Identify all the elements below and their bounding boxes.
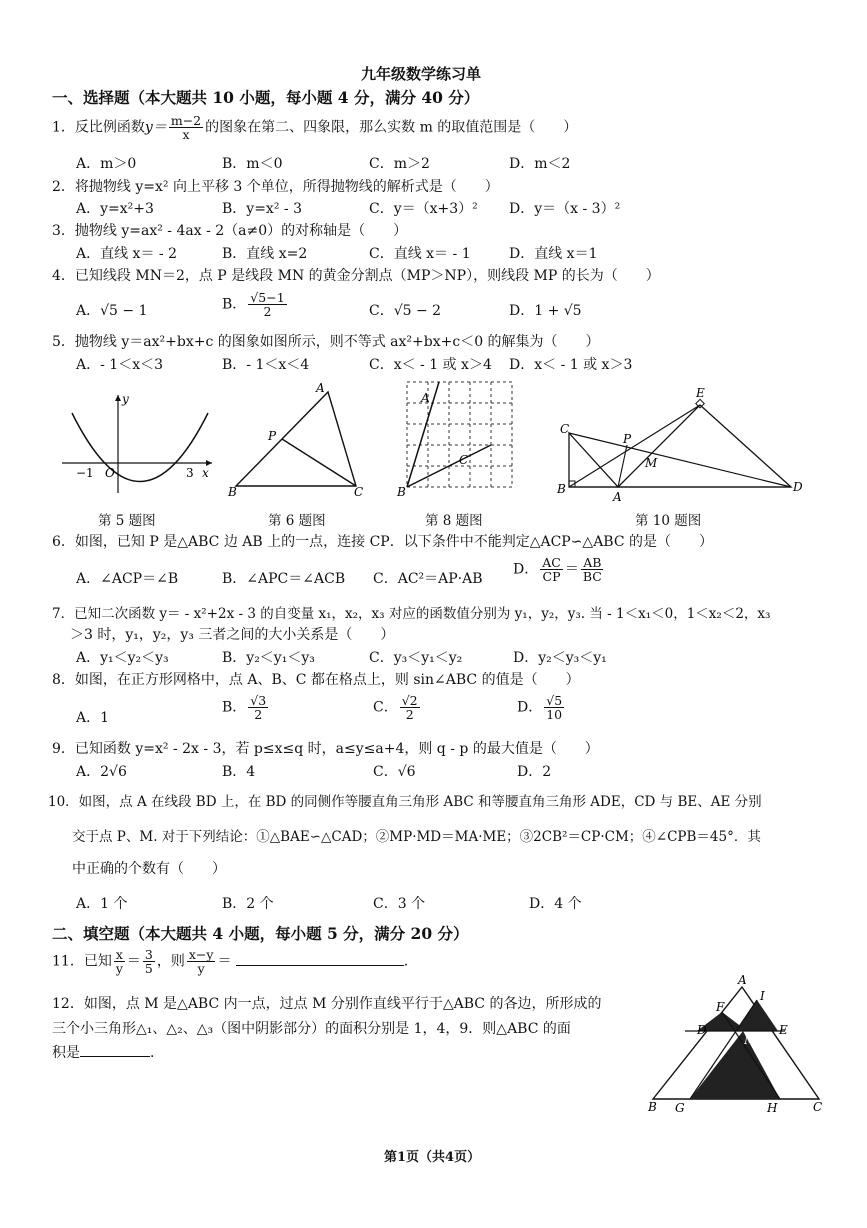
q11-eq: ＝ (126, 953, 141, 970)
q6-d-eq: ＝ (564, 561, 579, 578)
fig12-label-m: M (744, 1033, 757, 1047)
q10-option-c: C．3 个 (373, 896, 426, 912)
q5-option-d: D．x＜ - 1 或 x＞3 (509, 357, 633, 373)
fig10-label-p: P (623, 432, 632, 446)
q6-d-d1: CP (542, 569, 561, 585)
fig10-label-e: E (696, 386, 705, 400)
q8-option-d (517, 694, 566, 721)
question-5: 5．抛物线 y＝ax²+bx+c 的图象如图所示，则不等式 ax²+bx+c＜0 的解集为（ ） (52, 334, 600, 350)
page-footer: 第1页（共4页） (384, 1150, 481, 1165)
q11-frac-xy (114, 948, 125, 975)
fig12-label-i: I (760, 989, 765, 1003)
question-1 (52, 114, 577, 141)
q8-d-num: √5 (546, 693, 563, 708)
q8-option-c (373, 694, 422, 721)
q8-b-num: √3 (250, 693, 267, 708)
q4-option-b-fraction (248, 291, 286, 318)
q11-frac-target (187, 948, 216, 975)
q12-answer-blank[interactable] (80, 1056, 150, 1057)
q6-d-n2: AB (583, 555, 602, 570)
caption-fig5: 第 5 题图 (98, 513, 156, 529)
q1-prefix: 1．反比例函数 (52, 119, 145, 136)
caption-fig10: 第 10 题图 (635, 513, 702, 529)
fig6-label-a: A (316, 381, 325, 395)
q12-prefix: 积是 (52, 1045, 80, 1061)
fig10-label-c: C (560, 422, 570, 436)
fig5-y-arrow (115, 395, 121, 401)
q3-option-b: B．直线 x=2 (222, 246, 308, 262)
q6-d-d2: BC (582, 569, 602, 585)
question-12-line2: 三个小三角形△₁、△₂、△₃（图中阴影部分）的面积分别是 1，4，9．则△ABC 的面 (52, 1021, 571, 1037)
question-10-line3: 中正确的个数有（ ） (72, 861, 226, 877)
q11-mid: ，则 (156, 953, 185, 970)
question-12-line1: 12．如图，点 M 是△ABC 内一点，过点 M 分别作直线平行于△ABC 的各边，所形成的 (52, 996, 602, 1012)
q12-suffix: ． (150, 1045, 164, 1061)
q6-option-d (513, 556, 606, 583)
q11-d3: y (197, 961, 205, 977)
question-3: 3．抛物线 y=ax² - 4ax - 2（a≠0）的对称轴是（ ） (52, 223, 408, 239)
q4-option-a: A．√5 − 1 (76, 303, 148, 319)
q4-option-d: D．1 + √5 (509, 303, 582, 319)
q2-option-c: C．y＝（x+3）² (369, 201, 478, 217)
q4-b-num: √5−1 (250, 290, 285, 305)
fig10-segment-be (569, 405, 700, 487)
q10-option-b: B．2 个 (222, 896, 274, 912)
q4-option-b-label: B． (222, 296, 247, 313)
q8-d-fraction (544, 694, 564, 721)
figure-12-triangle (645, 975, 830, 1117)
fig10-segment-ap (618, 445, 627, 487)
q10-option-a: A．1 个 (76, 896, 128, 912)
q5-option-a: A．- 1＜x＜3 (76, 357, 164, 373)
q3-option-d: D．直线 x＝1 (509, 246, 598, 262)
q8-option-a: A．1 (76, 710, 110, 726)
q1-option-d: D．m＜2 (509, 156, 571, 172)
question-7-line2: ＞3 时，y₁，y₂，y₃ 三者之间的大小关系是（ ） (70, 627, 395, 643)
q7-option-d: D．y₂＜y₃＜y₁ (513, 650, 607, 666)
section-heading-choice: 一、选择题（本大题共 10 小题，每小题 4 分，满分 40 分） (52, 88, 480, 107)
fig10-label-a: A (613, 490, 622, 504)
q11-prefix: 11．已知 (52, 953, 112, 970)
q1-frac-num: m−2 (170, 113, 202, 128)
q3-option-c: C．直线 x＝ - 1 (369, 246, 471, 262)
fig5-label-x: x (202, 466, 209, 480)
fig12-label-a: A (738, 973, 747, 987)
q8-c-num: √2 (401, 693, 418, 708)
q1-option-b: B．m＜0 (222, 156, 283, 172)
question-11 (52, 948, 418, 975)
fig10-triangle-ade (618, 405, 791, 487)
q5-option-c: C．x＜ - 1 或 x＞4 (369, 357, 492, 373)
q11-n2: 3 (144, 947, 153, 962)
q8-d-den: 10 (546, 707, 563, 723)
q7-option-c: C．y₃＜y₁＜y₂ (369, 650, 463, 666)
q1-fraction (169, 114, 203, 141)
fig8-label-a: A (421, 391, 430, 405)
question-7-line1: 7．已知二次函数 y＝ - x²+2x - 3 的自变量 x₁，x₂，x₃ 对应的函数值分别为 y₁，y₂，y₃. 当 - 1＜x₁＜0，1＜x₂＜2，x₃ (52, 606, 771, 622)
page-title: 九年级数学练习单 (361, 65, 482, 83)
q9-option-b: B．4 (222, 764, 256, 780)
q8-b-den: 2 (254, 707, 263, 723)
q11-n3: x−y (188, 947, 214, 962)
q1-option-c: C．m＞2 (369, 156, 430, 172)
fig12-shaded-triangle-2 (736, 1000, 778, 1031)
question-6: 6．如图，已知 P 是△ABC 边 AB 上的一点，连接 CP．以下条件中不能判定△ACP∽△ABC 的是（ ） (52, 534, 714, 550)
fig10-triangle-abc (569, 433, 618, 487)
fig5-label-3: 3 (186, 466, 194, 480)
question-4: 4．已知线段 MN＝2，点 P 是线段 MN 的黄金分割点（MP＞NP），则线段 MP 的长为（ ） (52, 268, 660, 284)
fig5-label-y: y (122, 392, 129, 406)
q2-option-b: B．y=x² - 3 (222, 201, 302, 217)
q3-option-a: A．直线 x＝ - 2 (76, 246, 177, 262)
fig8-label-b: B (397, 485, 406, 499)
q9-option-a: A．2√6 (76, 764, 127, 780)
q6-d-n1: AC (542, 555, 561, 570)
fig12-label-b: B (648, 1100, 657, 1114)
q1-frac-den: x (182, 127, 190, 143)
fig10-label-m: M (645, 456, 658, 470)
section-heading-fill: 二、填空题（本大题共 4 小题，每小题 5 分，满分 20 分） (52, 924, 469, 943)
fig10-label-d: D (793, 480, 803, 494)
q11-answer-blank[interactable] (236, 965, 404, 966)
q8-c-fraction (400, 694, 420, 721)
fig12-shaded-triangle-3 (690, 1031, 780, 1099)
fig6-segment-cp (282, 439, 356, 486)
q9-option-d: D．2 (517, 764, 552, 780)
q11-suffix: ． (403, 953, 418, 970)
q8-b-fraction (248, 694, 268, 721)
fig6-label-b: B (228, 485, 237, 499)
q4-option-c: C．√5 − 2 (369, 303, 442, 319)
fig12-label-f: F (716, 1000, 725, 1014)
q7-option-a: A．y₁＜y₂＜y₃ (76, 650, 169, 666)
q2-option-d: D．y＝（x - 3）² (509, 201, 621, 217)
question-10-line2: 交于点 P、M. 对于下列结论：①△BAE∽△CAD；②MP·MD＝MA·ME；③2CB²＝CP·CM；④∠CPB＝45°．其 (72, 829, 761, 845)
q6-option-c: C．AC²＝AP·AB (373, 571, 483, 587)
fig8-label-c: C (459, 453, 469, 467)
figure-6-triangle (228, 382, 373, 502)
question-12-line3 (52, 1042, 164, 1062)
fig5-label-minus1: −1 (76, 466, 94, 480)
q11-eq2: ＝ (217, 953, 232, 970)
fig6-label-c: C (354, 485, 364, 499)
q6-d-frac2 (581, 556, 604, 583)
figure-5-parabola (62, 385, 222, 500)
q8-option-b (222, 694, 270, 721)
figure-10-triangles (555, 383, 810, 503)
q11-n1: x (115, 947, 123, 962)
q10-option-d: D．4 个 (529, 896, 582, 912)
fig5-label-o: O (105, 466, 115, 480)
fig10-segment-cd (569, 433, 791, 487)
q7-option-b: B．y₂＜y₁＜y₃ (222, 650, 315, 666)
fig6-label-p: P (268, 429, 277, 443)
question-9: 9．已知函数 y=x² - 2x - 3，若 p≤x≤q 时，a≤y≤a+4，则 q - p 的最大值是（ ） (52, 741, 599, 757)
fig6-triangle-abc (236, 392, 356, 486)
q2-option-a: A．y=x²+3 (76, 201, 154, 217)
q1-y: y＝ (144, 119, 167, 136)
q1-option-a: A．m＞0 (76, 156, 137, 172)
caption-fig6: 第 6 题图 (268, 513, 326, 529)
q4-b-den: 2 (263, 304, 272, 320)
q8-b-label: B． (222, 699, 247, 716)
fig12-label-g: G (675, 1101, 685, 1115)
question-10-line1: 10．如图，点 A 在线段 BD 上，在 BD 的同侧作等腰直角三角形 ABC 和等腰直角三角形 ADE，CD 与 BE、AE 分别 (48, 794, 762, 810)
q8-c-label: C． (373, 699, 398, 716)
q9-option-c: C．√6 (373, 764, 416, 780)
fig12-label-e: E (779, 1023, 788, 1037)
q6-option-a: A．∠ACP＝∠B (76, 571, 179, 587)
q1-suffix: 的图象在第二、四象限，那么实数 m 的取值范围是（ ） (205, 119, 578, 136)
q6-d-label: D． (513, 561, 539, 578)
figure-8-grid (395, 378, 520, 503)
q8-c-den: 2 (405, 707, 414, 723)
fig10-label-b: B (557, 482, 566, 496)
q5-option-b: B．- 1＜x＜4 (222, 357, 310, 373)
q11-d2: 5 (144, 961, 153, 977)
fig12-label-d: D (697, 1023, 707, 1037)
q6-d-frac1 (540, 556, 563, 583)
q11-frac-35 (143, 948, 155, 975)
fig12-label-h: H (767, 1101, 778, 1115)
caption-fig8: 第 8 题图 (425, 513, 483, 529)
question-2: 2．将抛物线 y=x² 向上平移 3 个单位，所得抛物线的解析式是（ ） (52, 179, 499, 195)
q4-option-b (222, 291, 289, 318)
question-8: 8．如图，在正方形网格中，点 A、B、C 都在格点上，则 sin∠ABC 的值是（ ） (52, 672, 580, 688)
q11-d1: y (115, 961, 123, 977)
fig12-label-c: C (813, 1100, 823, 1114)
q8-d-label: D． (517, 699, 543, 716)
q6-option-b: B．∠APC＝∠ACB (222, 571, 346, 587)
